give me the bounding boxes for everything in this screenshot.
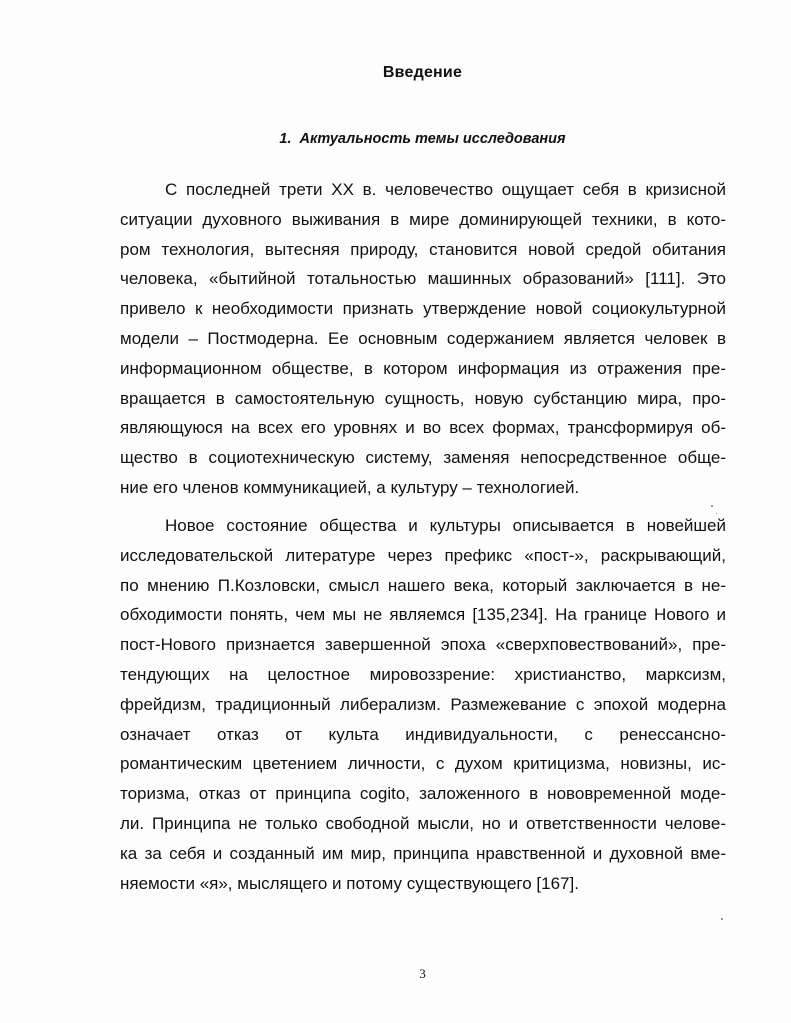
text-line: ли. Принципа не только свободной мысли, но и ответственности челове- [120, 813, 726, 833]
text-line: человека, «бытийной тотальностью машинных образований» [111]. Это [120, 269, 726, 289]
text-line: ка за себя и созданный им мир, принципа нравственной и духовной вме- [120, 843, 726, 863]
text-line: обходимости понять, чем мы не являемся [135,234]. На границе Нового и [120, 605, 726, 625]
scan-speck [716, 513, 717, 514]
text-line: привело к необходимости признать утверждение новой социокультурной [120, 299, 726, 319]
text-line: тендующих на целостное мировоззрение: христианство, марксизм, [120, 664, 726, 684]
text-line: торизма, отказ от принципа cogito, заложенного в нововременной моде- [120, 784, 726, 804]
section-heading [0, 131, 791, 147]
text-line: означает отказ от культа индивидуальности, с ренессансно- [120, 724, 726, 744]
text-line: фрейдизм, традиционный либерализм. Размежевание с эпохой модерна [120, 694, 726, 714]
scan-speck [711, 505, 713, 507]
paragraph-2 [120, 511, 726, 898]
text-line: исследовательской литературе через префикс «пост-», раскрывающий, [120, 545, 726, 565]
text-line: няемости «я», мыслящего и потому существующего [167]. [120, 873, 579, 893]
text-line: романтическим цветением личности, с духом критицизма, новизны, ис- [120, 754, 726, 774]
text-line: Новое состояние общества и культуры описывается в новейшей [165, 516, 726, 535]
section-number: 1. [279, 131, 292, 147]
page-number: 3 [419, 966, 426, 981]
text-line: являющуюся на всех его уровнях и во всех формах, трансформируя об- [120, 418, 726, 438]
text-line: модели – Постмодерна. Ее основным содержанием является человек в [120, 328, 726, 348]
text-line: информационном обществе, в котором информация из отражения пре- [120, 358, 726, 378]
text-line: вращается в самостоятельную сущность, новую субстанцию мира, про- [120, 388, 726, 408]
text-line: С последней трети XX в. человечество ощущает себя в кризисной [165, 180, 726, 199]
text-line: ром технология, вытесняя природу, становится новой средой обитания [120, 239, 726, 259]
text-line: щество в социотехническую систему, заменяя непосредственное обще- [120, 448, 726, 468]
text-line: по мнению П.Козловски, смысл нашего века, который заключается в не- [120, 575, 726, 595]
text-line: ние его членов коммуникацией, а культуру – технологией. [120, 477, 580, 497]
page-title: Введение [382, 64, 463, 81]
scan-speck [721, 918, 723, 920]
section-heading-text: Актуальность темы исследования [299, 131, 566, 147]
text-line: ситуации духовного выживания в мире доминирующей техники, в кото- [120, 209, 726, 229]
text-line: пост-Нового признается завершенной эпоха «сверхповествований», пре- [120, 635, 726, 655]
paragraph-1 [120, 175, 726, 503]
